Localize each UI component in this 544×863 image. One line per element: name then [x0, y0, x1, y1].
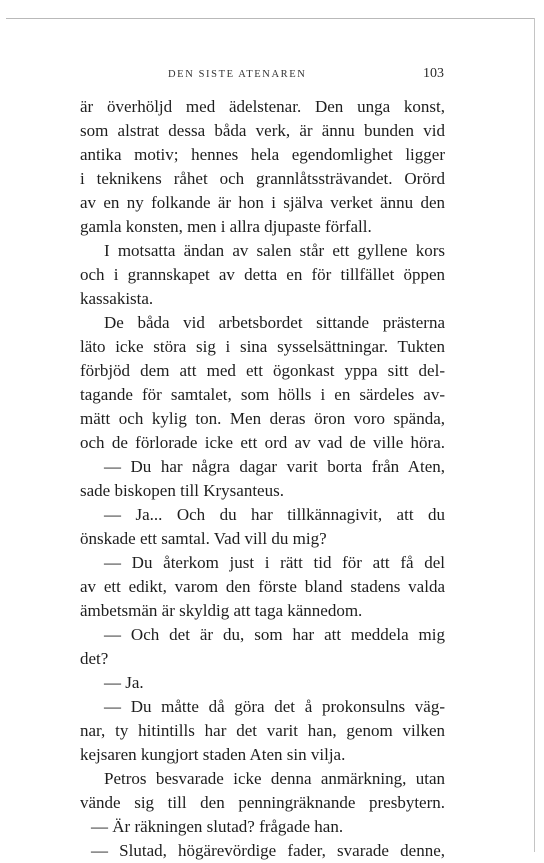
text-line: sade biskopen till Krysanteus.: [80, 481, 284, 500]
text-line: önskade ett samtal. Vad vill du mig?: [80, 529, 327, 548]
text-line: Petros besvarade icke denna anmärkning, utan: [104, 769, 445, 788]
text-line: det?: [80, 649, 109, 668]
text-line: — Ja.: [104, 673, 144, 692]
text-line: av ett edikt, varom den förste bland stadens valda: [80, 577, 445, 596]
page-number: 103: [423, 66, 444, 81]
page-edge-rule: [534, 18, 535, 852]
text-line: i teknikens råhet och grannlåtssträvandet. Orörd: [80, 169, 445, 188]
text-line: nar, ty hitintills har det varit han, genom vilken: [80, 721, 445, 740]
text-line: tagande för samtalet, som hölls i en särdeles av-: [80, 385, 445, 404]
text-line: I motsatta ändan av salen står ett gyllene kors: [104, 241, 445, 260]
running-title: DEN SISTE ATENAREN: [168, 69, 307, 80]
text-line: kejsaren kungjort staden Aten sin vilja.: [80, 745, 346, 764]
text-line: läto icke störa sig i sina sysselsättningar. Tukten: [80, 337, 445, 356]
text-line: kassakista.: [80, 289, 154, 308]
top-rule: [6, 18, 534, 19]
text-line: — Du återkom just i rätt tid för att få del: [104, 553, 445, 572]
text-line: och de förlorade icke ett ord av vad de ville höra.: [80, 433, 445, 452]
text-line: — Du måtte då göra det å prokonsulns väg-: [104, 697, 445, 716]
text-line: vände sig till den penningräknande presbytern.: [80, 793, 445, 812]
text-line: — Du har några dagar varit borta från Aten,: [104, 457, 445, 476]
running-head: [0, 66, 544, 84]
text-line: är överhöljd med ädelstenar. Den unga konst,: [80, 97, 445, 116]
text-line: gamla konsten, men i allra djupaste förfall.: [80, 217, 372, 236]
text-line: ämbetsmän är skyldig att taga kännedom.: [80, 601, 363, 620]
text-line: och i grannskapet av detta en för tillfället öppen: [80, 265, 445, 284]
text-line: — Ja... Och du har tillkännagivit, att du: [104, 505, 445, 524]
text-line: mätt och kylig ton. Men deras öron voro spända,: [80, 409, 445, 428]
text-line: — Är räkningen slutad? frågade han.: [91, 817, 344, 836]
text-line: — Slutad, högärevördige fader, svarade denne,: [91, 841, 445, 860]
text-line: — Och det är du, som har att meddela mig: [104, 625, 445, 644]
text-line: De båda vid arbetsbordet sittande prästerna: [104, 313, 445, 332]
text-line: som alstrat dessa båda verk, är ännu bunden vid: [80, 121, 445, 140]
text-line: förbjöd dem att med ett ögonkast yppa sitt del-: [80, 361, 445, 380]
text-line: av en ny folkande är hon i själva verket ännu den: [80, 193, 445, 212]
text-line: antika motiv; hennes hela egendomlighet ligger: [80, 145, 445, 164]
